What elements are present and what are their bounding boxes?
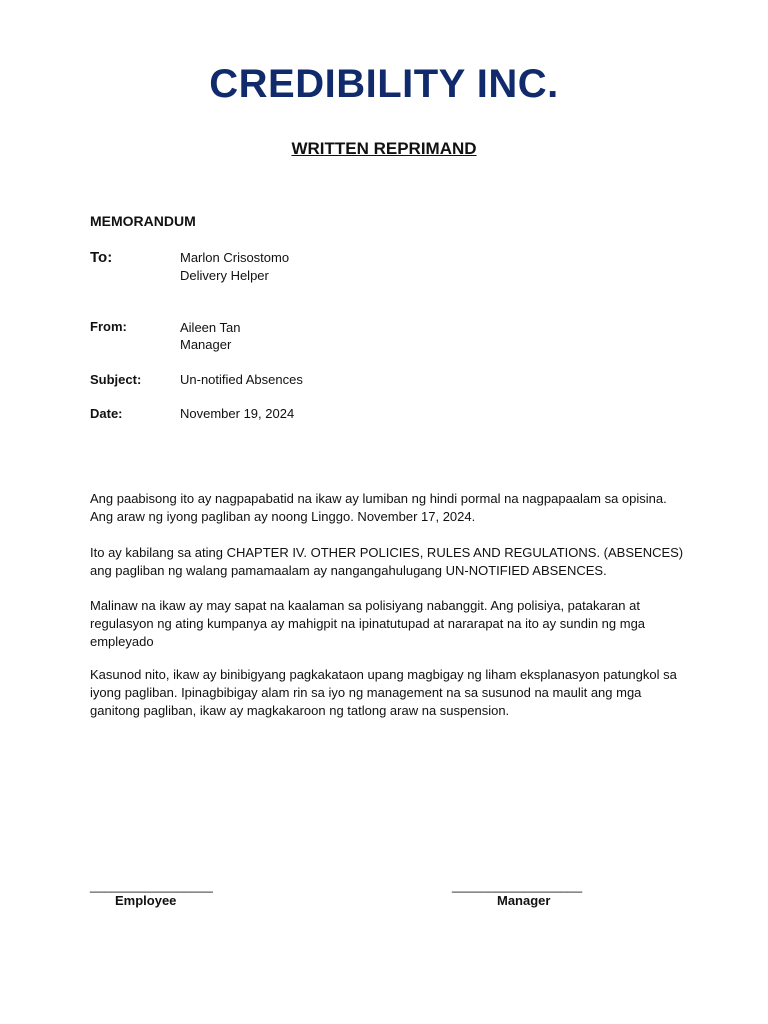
company-name: CREDIBILITY INC. <box>209 62 559 106</box>
subject-label: Subject: <box>90 372 142 387</box>
date-label: Date: <box>90 406 123 421</box>
to-name: Marlon Crisostomo <box>180 250 290 265</box>
body-paragraph: Ito ay kabilang sa ating CHAPTER IV. OTHER POLICIES, RULES AND REGULATIONS. (ABSENCES) ang pagliban ng walang pamamaalam ay nangangahulugang UN-NOTIFIED ABSENCES. <box>90 545 684 578</box>
body-paragraph: Malinaw na ikaw ay may sapat na kaalaman sa polisiyang nabanggit. Ang polisiya, patakaran at regulasyon ng ating kumpanya ay mahigpit na ipinatutupad at nararapat na ito ay sundin ng mga empleyado <box>90 598 646 649</box>
body-paragraph: Ang paabisong ito ay nagpapabatid na ikaw ay lumiban ng hindi pormal na nagpapaalam sa opisina. Ang araw ng iyong pagliban ay noong Linggo. November 17, 2024. <box>90 491 667 524</box>
from-name: Aileen Tan <box>180 320 241 335</box>
to-position: Delivery Helper <box>180 268 269 283</box>
date-value: November 19, 2024 <box>180 406 295 421</box>
employee-signature-line: _________________ <box>90 878 213 893</box>
subject-value: Un-notified Absences <box>180 372 303 387</box>
from-label: From: <box>90 319 127 334</box>
manager-signature-label: Manager <box>497 893 551 908</box>
body-paragraph: Kasunod nito, ikaw ay binibigyang pagkakataon upang magbigay ng liham eksplanasyon patungkol sa iyong pagliban. Ipinagbibigay alam rin sa iyo ng management na sa susunod na maulit ang mga ganitong pagliban, ikaw ay magkakaroon ng tatlong araw na suspension. <box>90 667 677 718</box>
to-label: To: <box>90 249 113 266</box>
employee-signature-label: Employee <box>115 893 177 908</box>
from-position: Manager <box>180 337 232 352</box>
memo-label: MEMORANDUM <box>90 213 196 229</box>
document-title: WRITTEN REPRIMAND <box>291 139 477 158</box>
manager-signature-line: __________________ <box>452 878 583 893</box>
